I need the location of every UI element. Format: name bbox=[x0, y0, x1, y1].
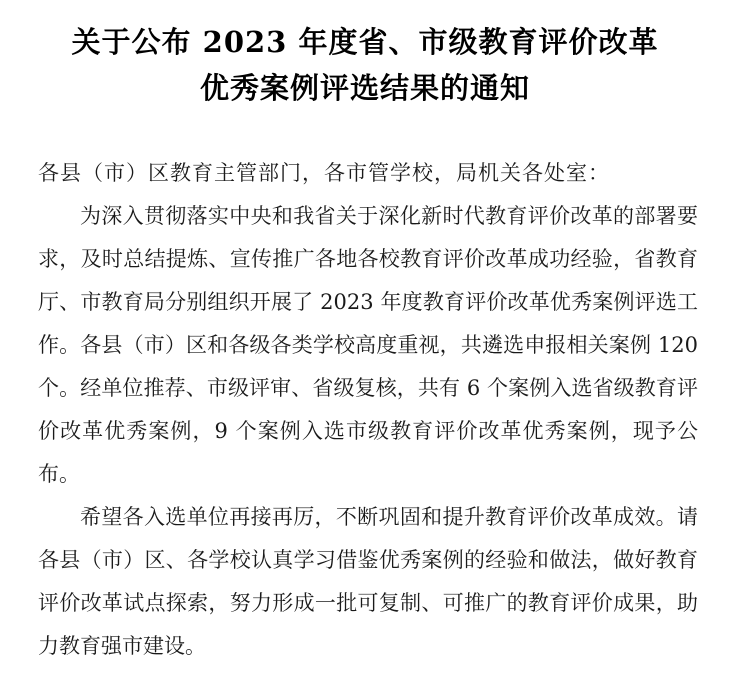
body-paragraph-2: 希望各入选单位再接再厉，不断巩固和提升教育评价改革成效。请各县（市）区、各学校认真学习借鉴优秀案例的经验和做法，做好教育评价改革试点探索，努力形成一批可复制、可推广的教育评价成果，助力教育强市建设。 bbox=[38, 505, 698, 658]
document-title-line-1: 关于公布 2023 年度省、市级教育评价改革 bbox=[71, 25, 659, 59]
document-body bbox=[38, 152, 698, 668]
document-title-line-2: 优秀案例评选结果的通知 bbox=[199, 71, 530, 105]
salutation: 各县（市）区教育主管部门，各市管学校，局机关各处室： bbox=[38, 161, 610, 185]
body-paragraph-1: 为深入贯彻落实中央和我省关于深化新时代教育评价改革的部署要求，及时总结提炼、宣传推广各地各校教育评价改革成功经验，省教育厅、市教育局分别组织开展了 2023 年度教育评价改革优秀案例评选工作。各县（市）区和各级各类学校高度重视，共遴选申报相关案例 120 个。经单位推荐、市级评审、省级复核，共有 6 个案例入选省级教育评价改革优秀案例，9 个案例入选市级教育评价改革优秀案例，现予公布。 bbox=[38, 204, 698, 486]
